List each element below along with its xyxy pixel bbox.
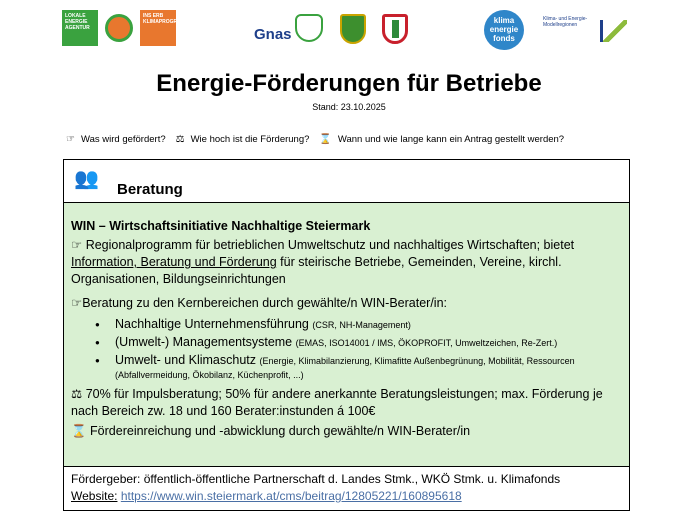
heart-logo — [295, 14, 323, 42]
program-title: WIN – Wirtschaftsinitiative Nachhaltige Steiermark — [71, 219, 371, 233]
lea-logo-left: LOKALE ENERGIE AGENTUR — [62, 10, 98, 46]
list-item: ● (Umwelt-) Managementsysteme (EMAS, ISO14001 / IMS, ÖKOPROFIT, Umweltzeichen, Re-Zert.) — [97, 336, 622, 350]
klima-energie-fonds-logo: klima energie fonds — [484, 10, 524, 50]
stand-date: Stand: 23.10.2025 — [312, 102, 386, 112]
lea-logo — [62, 10, 190, 46]
scale-icon: ⚖ — [175, 134, 185, 145]
program-description: ☞ Regionalprogramm für betrieblichen Umweltschutz und nachhaltiges Wirtschaften; bietet Information, Beratung und Förderung für steirische Betriebe, Gemeinden, Vereine, kirchl. Organisationen, Bildungseinrichtungen — [71, 238, 575, 286]
website-line — [71, 488, 622, 505]
section-footer — [64, 467, 629, 509]
hourglass-icon: ⌛ — [71, 424, 91, 438]
section-body — [64, 203, 629, 467]
website-link[interactable]: https://www.win.steiermark.at/cms/beitrag/12805221/160895618 — [120, 489, 462, 503]
coat-of-arms-1 — [340, 14, 366, 44]
legend-when: ⌛ Wann und wie lange kann ein Antrag gestellt werden? — [319, 134, 565, 145]
pointing-hand-icon: ☞ — [66, 134, 75, 145]
core-areas-list — [97, 318, 622, 382]
info-underlined: Information, Beratung und Förderung — [71, 255, 277, 269]
beratung-box — [63, 159, 630, 511]
hourglass-icon: ⌛ — [319, 134, 332, 145]
page-title: Energie-Förderungen für Betriebe — [156, 70, 542, 97]
kem-logo-text: Klima- und Energie-Modellregionen — [543, 16, 588, 28]
core-areas-intro: ☞Beratung zu den Kernbereichen durch gewählte/n WIN-Berater/in: — [71, 296, 448, 310]
legend-what: ☞ Was wird gefördert? — [66, 134, 166, 145]
gnas-logo: Gnas — [254, 26, 292, 43]
section-header — [64, 160, 629, 203]
pointing-hand-icon: ☞ — [71, 238, 86, 252]
lea-logo-right: INS ERB KLIMAPROGRAMM — [140, 10, 176, 46]
submission-info: ⌛ Fördereinreichung und -abwicklung durch gewählte/n WIN-Berater/in — [71, 424, 471, 438]
pointing-hand-icon: ☞ — [71, 296, 83, 310]
section-title: Beratung — [117, 181, 183, 198]
list-item: ● Umwelt- und Klimaschutz (Energie, Klimabilanzierung, Klimafitte Außenbegrünung, Mobilität, Ressourcen (Abfallvermeidung, Ökobilanz, Küchenprofit, ...) — [97, 354, 622, 382]
foerdergeber: Fördergeber: öffentlich-öffentliche Partnerschaft d. Landes Stmk., WKÖ Stmk. u. Klimafonds — [71, 472, 561, 486]
lea-logo-sun — [101, 10, 137, 46]
website-label: Website: — [71, 489, 118, 503]
consulting-people-icon: 👥 — [74, 168, 99, 190]
legend — [66, 134, 564, 145]
coat-of-arms-2 — [382, 14, 408, 44]
scale-icon: ⚖ — [71, 387, 86, 401]
kem-logo-mark — [600, 20, 627, 42]
list-item: ● Nachhaltige Unternehmensführung (CSR, NH-Management) — [97, 318, 622, 332]
funding-amount: ⚖ 70% für Impulsberatung; 50% für andere anerkannte Beratungsleistungen; max. Förderung je nach Bereich zw. 18 und 160 Berater:instunden á 100€ — [71, 387, 603, 418]
logo-row — [0, 8, 698, 48]
legend-how-high: ⚖ Wie hoch ist die Förderung? — [175, 134, 310, 145]
